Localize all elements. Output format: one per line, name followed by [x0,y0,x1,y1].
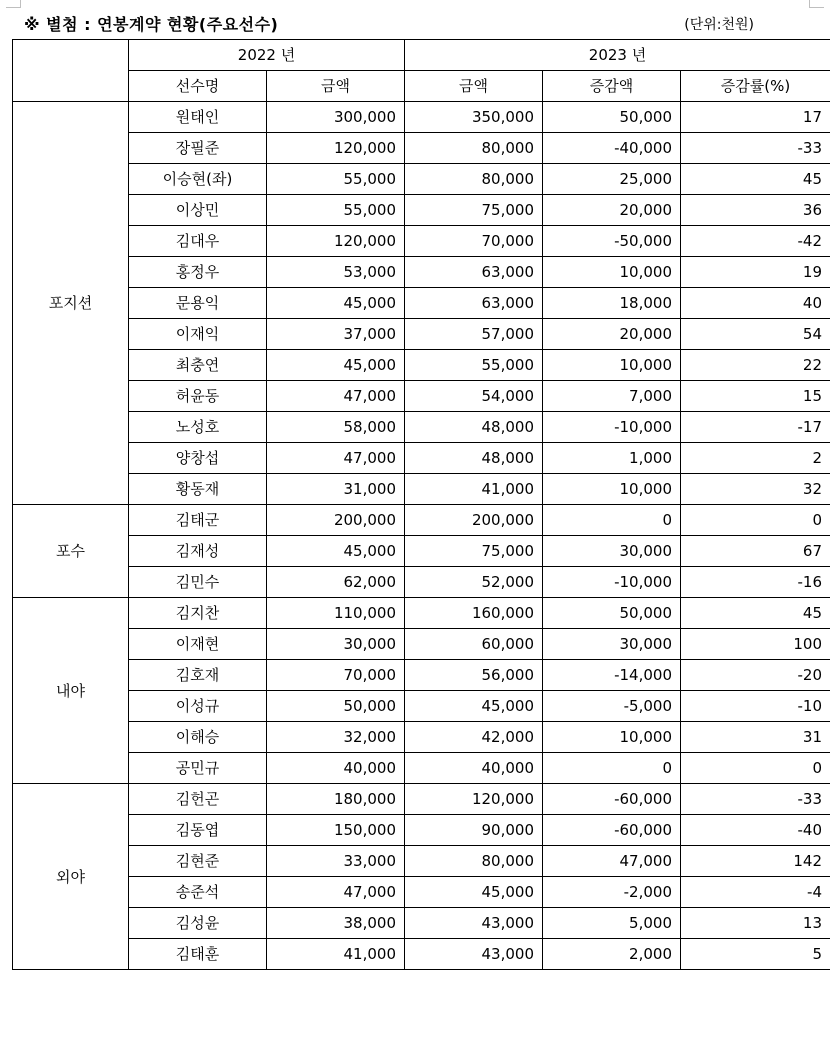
player-name-cell: 최충연 [129,350,267,381]
position-group-cell: 포수 [13,505,129,598]
table-row [13,567,830,598]
change-rate-header: 증감률(%) [681,71,830,102]
player-name-cell: 이승현(좌) [129,164,267,195]
position-header [13,40,129,102]
salary-contract-table [12,39,830,970]
amount-2023-cell: 43,000 [405,908,543,939]
change-rate-cell: 0 [681,753,830,784]
table-body [13,102,830,970]
amount-2023-cell: 70,000 [405,226,543,257]
player-name-cell: 공민규 [129,753,267,784]
amount-2022-cell: 37,000 [267,319,405,350]
change-rate-cell: 67 [681,536,830,567]
table-row [13,164,830,195]
amount-2022-cell: 55,000 [267,164,405,195]
table-row [13,350,830,381]
player-name-cell: 이성규 [129,691,267,722]
table-row [13,443,830,474]
change-rate-cell: -16 [681,567,830,598]
amount-2022-cell: 33,000 [267,846,405,877]
amount-2023-cell: 75,000 [405,195,543,226]
change-amount-cell: 47,000 [543,846,681,877]
change-rate-cell: 45 [681,164,830,195]
change-amount-cell: 0 [543,505,681,536]
player-name-cell: 김호재 [129,660,267,691]
amount-2023-cell: 80,000 [405,133,543,164]
player-name-cell: 김대우 [129,226,267,257]
change-amount-cell: 2,000 [543,939,681,970]
change-rate-cell: 22 [681,350,830,381]
amount-2023-cell: 63,000 [405,257,543,288]
change-amount-cell: 25,000 [543,164,681,195]
player-name-cell: 장필준 [129,133,267,164]
change-amount-cell: -2,000 [543,877,681,908]
change-rate-cell: -40 [681,815,830,846]
amount-2023-cell: 80,000 [405,164,543,195]
year-2022-header: 2022 년 [129,40,405,71]
change-amount-header: 증감액 [543,71,681,102]
amount-2022-cell: 58,000 [267,412,405,443]
change-rate-cell: 5 [681,939,830,970]
table-row [13,133,830,164]
year-2023-header: 2023 년 [405,40,830,71]
amount-2022-cell: 110,000 [267,598,405,629]
change-rate-cell: -17 [681,412,830,443]
page-corner-mark-right [809,0,824,8]
change-rate-cell: 100 [681,629,830,660]
change-rate-cell: 31 [681,722,830,753]
change-amount-cell: 10,000 [543,722,681,753]
change-amount-cell: 30,000 [543,629,681,660]
change-amount-cell: -14,000 [543,660,681,691]
amount-2022-cell: 180,000 [267,784,405,815]
amount-2022-cell: 62,000 [267,567,405,598]
change-rate-cell: 2 [681,443,830,474]
player-name-cell: 김헌곤 [129,784,267,815]
change-amount-cell: -5,000 [543,691,681,722]
amount-2022-cell: 53,000 [267,257,405,288]
change-rate-cell: 0 [681,505,830,536]
amount-2022-cell: 47,000 [267,443,405,474]
change-amount-cell: -50,000 [543,226,681,257]
position-group-cell: 외야 [13,784,129,970]
amount-2023-cell: 55,000 [405,350,543,381]
table-row [13,195,830,226]
amount-2022-cell: 45,000 [267,288,405,319]
amount-2023-cell: 52,000 [405,567,543,598]
change-rate-cell: 40 [681,288,830,319]
amount-2022-cell: 47,000 [267,381,405,412]
table-row [13,102,830,133]
player-name-cell: 노성호 [129,412,267,443]
change-amount-cell: 10,000 [543,350,681,381]
amount-2022-cell: 31,000 [267,474,405,505]
table-row [13,319,830,350]
player-name-cell: 김현준 [129,846,267,877]
change-amount-cell: 0 [543,753,681,784]
amount-2023-cell: 48,000 [405,412,543,443]
amount-2023-cell: 63,000 [405,288,543,319]
change-amount-cell: 20,000 [543,195,681,226]
amount-2022-cell: 120,000 [267,226,405,257]
amount-2022-cell: 120,000 [267,133,405,164]
change-rate-cell: 36 [681,195,830,226]
player-name-cell: 이상민 [129,195,267,226]
change-amount-cell: 7,000 [543,381,681,412]
table-row [13,908,830,939]
change-rate-cell: 32 [681,474,830,505]
amount-2023-cell: 200,000 [405,505,543,536]
player-name-cell: 김지찬 [129,598,267,629]
amount-2023-cell: 56,000 [405,660,543,691]
player-name-cell: 양창섭 [129,443,267,474]
table-row [13,784,830,815]
change-amount-cell: 50,000 [543,598,681,629]
amount-2023-cell: 120,000 [405,784,543,815]
table-row [13,257,830,288]
change-amount-cell: 10,000 [543,257,681,288]
amount-2023-cell: 42,000 [405,722,543,753]
table-row [13,474,830,505]
table-row [13,536,830,567]
player-name-cell: 이재현 [129,629,267,660]
amount-2023-cell: 80,000 [405,846,543,877]
player-name-cell: 김태훈 [129,939,267,970]
table-row [13,629,830,660]
amount-2022-cell: 50,000 [267,691,405,722]
change-rate-cell: -10 [681,691,830,722]
amount-2022-cell: 47,000 [267,877,405,908]
amount-2023-cell: 40,000 [405,753,543,784]
change-rate-cell: 19 [681,257,830,288]
amount-2023-cell: 60,000 [405,629,543,660]
position-group-cell: 포지션 [13,102,129,505]
change-rate-cell: 13 [681,908,830,939]
table-row [13,226,830,257]
player-name-cell: 홍정우 [129,257,267,288]
player-name-cell: 허윤동 [129,381,267,412]
change-amount-cell: 5,000 [543,908,681,939]
year-header-row [13,40,830,71]
player-name-cell: 김재성 [129,536,267,567]
amount-2023-cell: 41,000 [405,474,543,505]
change-amount-cell: 10,000 [543,474,681,505]
player-name-cell: 원태인 [129,102,267,133]
change-rate-cell: 45 [681,598,830,629]
change-amount-cell: -10,000 [543,567,681,598]
amount-2023-cell: 45,000 [405,877,543,908]
amount-2022-cell: 30,000 [267,629,405,660]
change-rate-cell: 142 [681,846,830,877]
column-header-row [13,71,830,102]
table-row [13,505,830,536]
amount-2023-cell: 48,000 [405,443,543,474]
player-name-cell: 문용익 [129,288,267,319]
amount-2022-cell: 55,000 [267,195,405,226]
amount-2023-cell: 45,000 [405,691,543,722]
amount-2022-cell: 32,000 [267,722,405,753]
change-rate-cell: 54 [681,319,830,350]
table-row [13,288,830,319]
position-group-cell: 내야 [13,598,129,784]
page-corner-mark-left [6,0,21,8]
amount-2022-cell: 150,000 [267,815,405,846]
player-name-cell: 이해승 [129,722,267,753]
change-amount-cell: 50,000 [543,102,681,133]
amount-2022-cell: 70,000 [267,660,405,691]
change-rate-cell: 15 [681,381,830,412]
player-name-cell: 황동재 [129,474,267,505]
amount-2022-cell: 41,000 [267,939,405,970]
player-name-cell: 김태군 [129,505,267,536]
amount-2022-cell: 38,000 [267,908,405,939]
amount-2023-cell: 350,000 [405,102,543,133]
table-row [13,598,830,629]
change-rate-cell: -33 [681,784,830,815]
change-amount-cell: 30,000 [543,536,681,567]
table-row [13,412,830,443]
amount-2023-cell: 90,000 [405,815,543,846]
player-name-cell: 김민수 [129,567,267,598]
amount-2022-cell: 40,000 [267,753,405,784]
amount-2022-header: 금액 [267,71,405,102]
change-amount-cell: -60,000 [543,815,681,846]
player-name-cell: 김성윤 [129,908,267,939]
table-row [13,381,830,412]
table-row [13,815,830,846]
table-row [13,722,830,753]
player-name-header: 선수명 [129,71,267,102]
amount-2022-cell: 45,000 [267,350,405,381]
unit-label: (단위:천원) [684,17,754,33]
table-row [13,939,830,970]
table-row [13,691,830,722]
change-amount-cell: -60,000 [543,784,681,815]
amount-2023-cell: 160,000 [405,598,543,629]
player-name-cell: 송준석 [129,877,267,908]
change-rate-cell: -20 [681,660,830,691]
player-name-cell: 이재익 [129,319,267,350]
change-rate-cell: -42 [681,226,830,257]
change-rate-cell: 17 [681,102,830,133]
amount-2022-cell: 45,000 [267,536,405,567]
change-amount-cell: -40,000 [543,133,681,164]
change-rate-cell: -33 [681,133,830,164]
change-rate-cell: -4 [681,877,830,908]
table-row [13,660,830,691]
amount-2023-cell: 57,000 [405,319,543,350]
change-amount-cell: 20,000 [543,319,681,350]
player-name-cell: 김동엽 [129,815,267,846]
table-row [13,877,830,908]
amount-2023-cell: 75,000 [405,536,543,567]
amount-2022-cell: 300,000 [267,102,405,133]
change-amount-cell: 1,000 [543,443,681,474]
amount-2023-cell: 54,000 [405,381,543,412]
table-row [13,753,830,784]
change-amount-cell: -10,000 [543,412,681,443]
amount-2022-cell: 200,000 [267,505,405,536]
amount-2023-header: 금액 [405,71,543,102]
change-amount-cell: 18,000 [543,288,681,319]
table-row [13,846,830,877]
amount-2023-cell: 43,000 [405,939,543,970]
document-title: ※ 별첨 : 연봉계약 현황(주요선수) [24,15,279,34]
